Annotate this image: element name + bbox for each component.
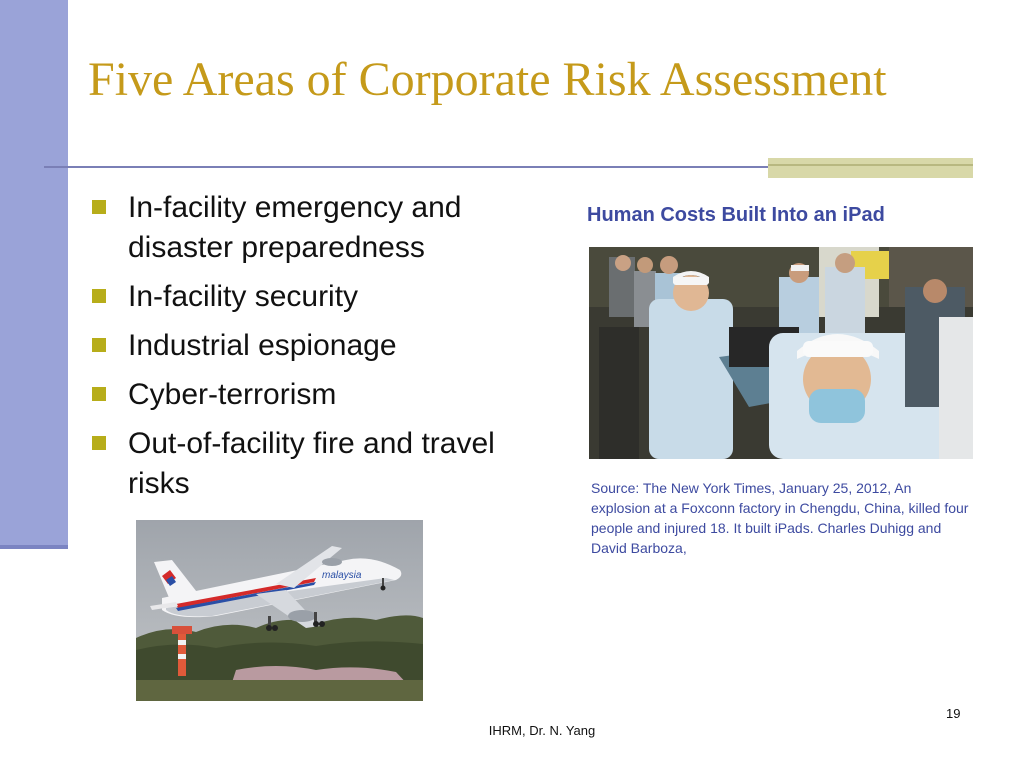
bullet-list <box>92 188 542 513</box>
bullet-square-icon <box>92 289 106 303</box>
foxconn-injured-workers-photo <box>589 247 973 459</box>
bullet-item <box>92 326 542 366</box>
page-number: 19 <box>946 706 961 721</box>
bullet-square-icon <box>92 338 106 352</box>
bullet-text: In-facility emergency and disaster preparedness <box>128 191 462 264</box>
bullet-text: Industrial espionage <box>128 329 397 362</box>
title-divider-accent <box>768 158 973 178</box>
bullet-item <box>92 188 542 268</box>
bullet-text: Cyber-terrorism <box>128 378 337 411</box>
image-caption: Human Costs Built Into an iPad <box>587 204 885 226</box>
photo-source-caption: Source: The New York Times, January 25, 2012, An explosion at a Foxconn factory in Chengdu, China, killed four people and injured 18. It built iPads. Charles Duhigg and David Barboza, <box>591 480 969 556</box>
bullet-text: Out-of-facility fire and travel risks <box>128 427 495 500</box>
bullet-item <box>92 375 542 415</box>
left-accent-bar <box>0 0 68 545</box>
bullet-text: In-facility security <box>128 280 359 313</box>
bullet-square-icon <box>92 200 106 214</box>
plane-livery-text: malaysia <box>322 570 362 581</box>
bullet-item <box>92 424 542 504</box>
bullet-square-icon <box>92 436 106 450</box>
slide-footer: IHRM, Dr. N. Yang <box>488 723 596 738</box>
slide-title: Five Areas of Corporate Risk Assessment <box>88 53 887 106</box>
left-accent-bar-edge <box>0 545 68 549</box>
malaysia-airlines-plane-photo <box>136 520 423 701</box>
bullet-item <box>92 277 542 317</box>
bullet-square-icon <box>92 387 106 401</box>
